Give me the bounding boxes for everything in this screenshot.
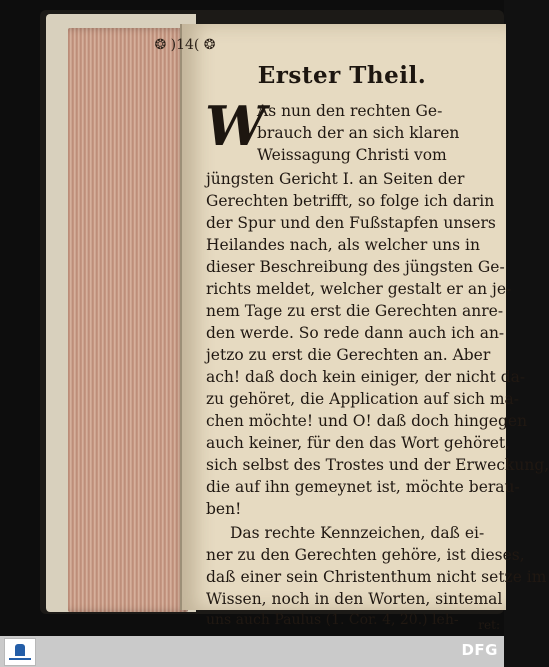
text-line: dieser Beschreibung des jüngsten Ge- <box>206 258 505 276</box>
text-line: chen möchte! und O! daß doch hingegen <box>206 412 528 430</box>
text-line: jüngsten Gericht I. an Seiten der <box>206 170 465 188</box>
logo-figure <box>15 644 25 656</box>
text-line: richts meldet, welcher gestalt er an je- <box>206 280 512 298</box>
page-edges <box>68 28 188 612</box>
dfg-logo: DFG <box>461 641 498 659</box>
text-line: ner zu den Gerechten gehöre, ist dieses, <box>206 546 525 564</box>
text-line: Das rechte Kennzeichen, daß ei- <box>230 524 485 542</box>
text-line: uns auch Paulus (1. Cor. 4, 20.) leh- <box>206 612 459 628</box>
viewer-footer <box>0 636 504 667</box>
section-heading: Erster Theil. <box>257 62 427 89</box>
catchword: ret: <box>478 618 500 632</box>
text-line: ben! <box>206 500 242 518</box>
text-line: zu gehöret, die Application auf sich ma- <box>206 390 519 408</box>
decorated-initial: W <box>205 94 266 158</box>
text-line: brauch der an sich klaren <box>257 124 460 142</box>
text-line: die auf ihn gemeynet ist, möchte berau- <box>206 478 520 496</box>
page-number: ❂ )14( ❂ <box>154 37 216 53</box>
text-line: Heilandes nach, als welcher uns in <box>206 236 480 254</box>
text-line: sich selbst des Trostes und der Erweckung, <box>206 456 549 474</box>
text-line: As nun den rechten Ge- <box>257 102 443 120</box>
text-line: der Spur und den Fußstapfen unsers <box>206 214 496 232</box>
text-line: jetzo zu erst die Gerechten an. Aber <box>206 346 491 364</box>
text-line: Weissagung Christi vom <box>257 146 447 164</box>
text-line: den werde. So rede dann auch ich an- <box>206 324 505 342</box>
page-number-header <box>120 34 250 56</box>
logo-caption <box>9 658 31 660</box>
text-line: daß einer sein Christenthum nicht setze im <box>206 568 547 586</box>
text-line: auch keiner, für den das Wort gehöret, <box>206 434 511 452</box>
text-line: ach! daß doch kein einiger, der nicht da- <box>206 368 526 386</box>
library-logo-icon <box>4 638 36 666</box>
text-line: Wissen, noch in den Worten, sintemal <box>206 590 503 608</box>
text-line: Gerechten betrifft, so folge ich darin <box>206 192 495 210</box>
text-line: nem Tage zu erst die Gerechten anre- <box>206 302 504 320</box>
